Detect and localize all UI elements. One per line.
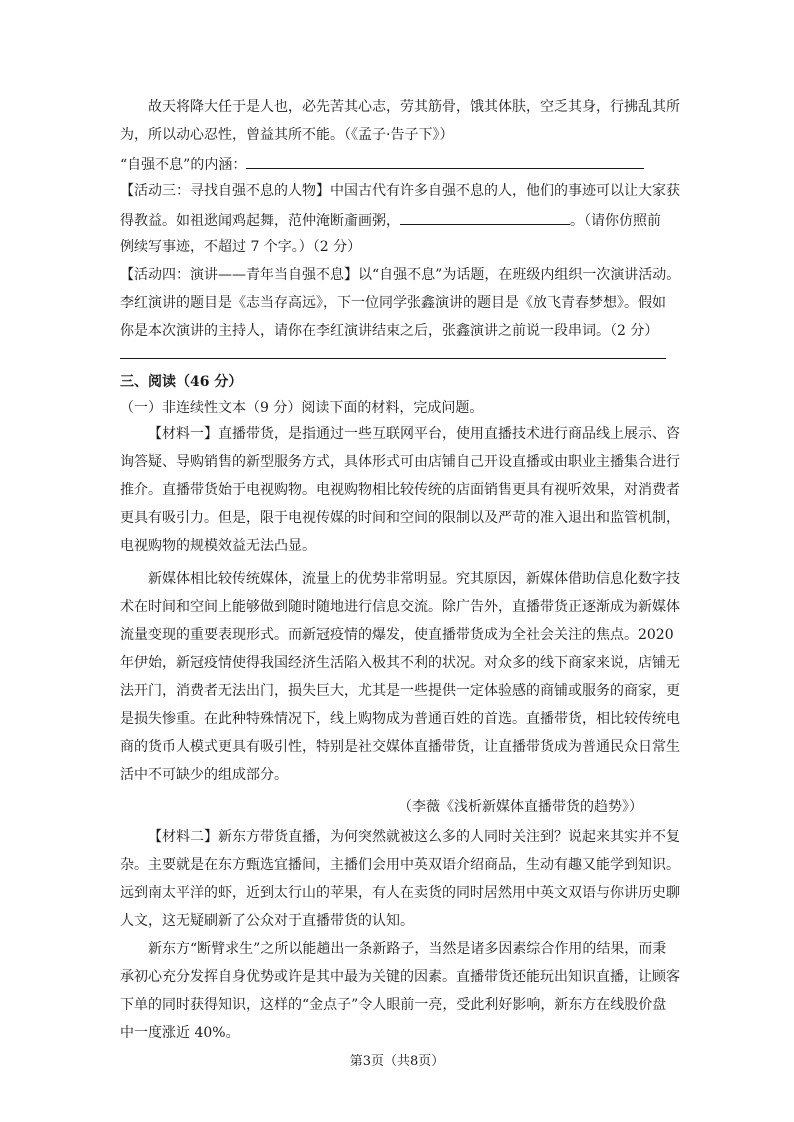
activity3-text-a: 得教益。如祖逖闻鸡起舞，范仲淹断齑画粥， — [120, 213, 400, 229]
activity3-answer-blank[interactable] — [400, 209, 570, 225]
activity3-text-b: 。（请你仿照前 — [570, 213, 661, 229]
material1-line: 询答疑、导购销售的新型服务方式，具体形式可由店铺自己开设直播或由职业主播集合进行 — [120, 454, 680, 470]
section3-heading: 三、阅读（46 分） — [120, 374, 243, 390]
material2-line: 远到南太平洋的虾，近到太行山的苹果，有人在卖货的同时居然用中英文双语与你讲历史聊 — [120, 885, 680, 901]
activity4-line-1: 【活动四：演讲——青年当自强不息】以“自强不息”为话题，在班级内组织一次演讲活动。 — [120, 267, 681, 283]
material2-line: 下单的同时获得知识，这样的“金点子”令人眼前一亮，受此利好影响，新东方在线股价盘 — [120, 997, 667, 1013]
material1-line: 活中不可缺少的组成部分。 — [120, 767, 288, 783]
material1-line: 电视购物的规模效益无法凸显。 — [120, 538, 316, 554]
activity4-answer-line[interactable] — [120, 358, 666, 359]
material1-line: 术在时间和空间上能够做到随时随地进行信息交流。除广告外，直播带货正逐渐成为新媒体 — [120, 599, 680, 615]
material1-line: 推介。直播带货始于电视购物。电视购物相比较传统的店面销售更具有视听效果，对消费者 — [120, 482, 680, 498]
section3-subheading: （一）非连续性文本（9 分）阅读下面的材料，完成问题。 — [120, 400, 484, 416]
material1-line: 更具有吸引力。但是，限于电视传媒的时间和空间的限制以及严苛的准入退出和监管机制， — [120, 510, 680, 526]
material1-line: 是损失惨重。在此种特殊情况下，线上购物成为普通百姓的首选。直播带货，相比较传统电 — [120, 711, 680, 727]
quote-line-1: 故天将降大任于是人也，必先苦其心志，劳其筋骨，饿其体肤，空乏其身，行拂乱其所 — [148, 99, 680, 115]
material2-line: 中一度涨近 40%。 — [120, 1025, 240, 1041]
meaning-label: “自强不息”的内涵： — [120, 157, 247, 173]
quote-line-2: 为，所以动心忍性，曾益其所不能。（《孟子·告子下》） — [120, 127, 454, 143]
material1-line: 商的货币人模式更具有吸引性，特别是社交媒体直播带货，让直播带货成为普通民众日常生 — [120, 739, 680, 755]
material1-line: 新媒体相比较传统媒体，流量上的优势非常明显。究其原因，新媒体借助信息化数字技 — [148, 571, 680, 587]
activity4-line-3: 你是本次演讲的主持人，请你在李红演讲结束之后，张鑫演讲之前说一段串词。（2 分） — [120, 323, 659, 339]
material1-line: 流量变现的重要表现形式。而新冠疫情的爆发，使直播带货成为全社会关注的焦点。2020 — [120, 627, 674, 643]
material2-line: 人文，这无疑刷新了公众对于直播带货的认知。 — [120, 913, 414, 929]
material2-line: 新东方“断臂求生”之所以能趟出一条新路子，当然是诸多因素综合作用的结果，而秉 — [148, 941, 667, 957]
material1-line: 年伊始，新冠疫情使得我国经济生活陷入极其不利的状况。对众多的线下商家来说，店铺无 — [120, 655, 680, 671]
activity4-line-2: 李红演讲的题目是《志当存高远》，下一位同学张鑫演讲的题目是《放飞青春梦想》。假如 — [120, 295, 666, 311]
activity3-line-1: 【活动三：寻找自强不息的人物】中国古代有许多自强不息的人，他们的事迹可以让大家获 — [120, 183, 680, 199]
material1-source: （李薇《浅析新媒体直播带货的趋势》） — [398, 799, 643, 815]
meaning-question — [120, 153, 644, 175]
material2-line: 【材料二】新东方带货直播，为何突然就被这么多的人同时关注到？说起来其实并不复 — [148, 829, 680, 845]
material1-line: 【材料一】直播带货，是指通过一些互联网平台，使用直播技术进行商品线上展示、咨 — [148, 426, 680, 442]
material2-line: 杂。主要就是在东方甄选宜播间，主播们会用中英双语介绍商品，生动有趣又能学到知识。 — [120, 857, 680, 873]
activity3-line-3: 例续写事迹，不超过 7 个字。）（2 分） — [120, 239, 362, 255]
material1-line: 法开门，消费者无法出门，损失巨大，尤其是一些提供一定体验感的商铺或服务的商家，更 — [120, 683, 680, 699]
material2-line: 承初心充分发挥自身优势或许是其中最为关键的因素。直播带货还能玩出知识直播，让顾客 — [120, 969, 680, 985]
activity3-line-2 — [120, 209, 661, 231]
meaning-answer-blank[interactable] — [246, 153, 644, 169]
page-footer: 第3页（共8页） — [349, 1054, 445, 1069]
